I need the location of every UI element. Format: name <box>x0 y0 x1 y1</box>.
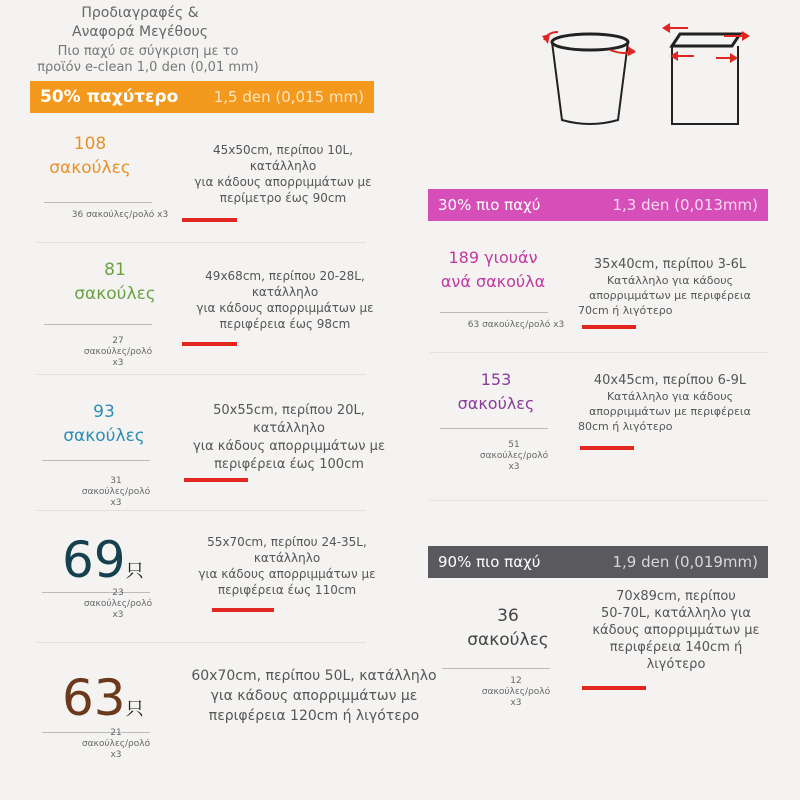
note-line: x3 <box>110 498 122 508</box>
page-title <box>40 4 240 42</box>
page-title-line1: Προδιαγραφές & <box>81 5 199 21</box>
desc-line: για κάδους απορριμμάτων με <box>196 301 374 315</box>
bag-count <box>62 532 162 592</box>
banner-50-thicker <box>30 81 374 113</box>
banner-label: 90% πιο παχύ <box>438 553 541 571</box>
bag-description <box>578 588 774 673</box>
bag-count <box>436 368 556 416</box>
desc-line: για κάδους απορριμμάτων με <box>194 175 372 189</box>
section-divider <box>430 500 768 501</box>
banner-label: 30% πιο παχύ <box>438 196 541 214</box>
bag-count <box>44 400 164 448</box>
desc-line: 45x50cm, περίπου 10L, κατάλληλο <box>212 143 354 173</box>
divider-line <box>442 668 550 669</box>
desc-line: 49x68cm, περίπου 20-28L, κατάλληλο <box>205 269 365 299</box>
banner-label: 50% παχύτερο <box>40 87 179 107</box>
desc-line: κάδους απορριμμάτων με <box>592 623 760 638</box>
desc-line: 50-70L, κατάλληλο για <box>601 606 751 621</box>
red-underline <box>182 342 237 346</box>
bag-description <box>178 666 450 726</box>
desc-line: 70x89cm, περίπου <box>616 589 736 604</box>
bag-description <box>578 256 762 318</box>
bag-count <box>448 604 568 652</box>
note-line: σακούλες/ρολό <box>479 451 549 461</box>
roll-note <box>454 440 574 473</box>
desc-line: για κάδους απορριμμάτων με <box>198 567 376 581</box>
desc-line: περιφέρεια 120cm ή λιγότερο <box>208 708 420 724</box>
note-line: σακούλες/ρολό <box>83 599 153 609</box>
desc-line: 80cm ή λιγότερο <box>578 420 673 433</box>
desc-line: Κατάλληλο για κάδους <box>606 390 734 403</box>
desc-line: περιφέρεια έως 98cm <box>219 317 351 331</box>
desc-line: 35x40cm, περίπου 3-6L <box>593 257 747 272</box>
banner-90-thicker <box>428 546 768 578</box>
red-underline <box>580 446 634 450</box>
divider-line <box>44 202 152 203</box>
bag-count-number: 81 <box>104 260 126 280</box>
page-subtitle-line2: προϊόν e-clean 1,0 den (0,01 mm) <box>37 60 259 75</box>
bag-count-number: 153 <box>480 370 512 389</box>
bag-count-unit: σακούλες <box>74 284 156 304</box>
bag-description <box>180 142 386 206</box>
note-line: x3 <box>510 698 522 708</box>
note-line: 21 <box>110 728 122 738</box>
note-line: x3 <box>112 358 124 368</box>
roll-note: 63 σακούλες/ρολό x3 <box>467 320 565 330</box>
bag-count-unit: σακούλες <box>457 394 535 413</box>
bag-count-number: 63 <box>62 670 126 727</box>
roll-note: 36 σακούλες/ρολό x3 <box>71 210 169 220</box>
page-title-line2: Αναφορά Μεγέθους <box>72 24 208 40</box>
page-subtitle-line1: Πιο παχύ σε σύγκριση με το <box>57 44 239 59</box>
note-line: σακούλες/ρολό <box>81 487 151 497</box>
divider-line <box>440 312 548 313</box>
section-divider <box>430 352 768 353</box>
bag-count-unit: ανά σακούλα <box>440 272 546 291</box>
banner-spec: 1,5 den (0,015 mm) <box>213 88 364 106</box>
note-line: x3 <box>110 750 122 760</box>
note-line: 12 <box>510 676 522 686</box>
bag-count-unit: σακούλες <box>63 426 145 446</box>
note-line: σακούλες/ρολό <box>83 347 153 357</box>
roll-note <box>56 476 176 509</box>
desc-line: περίμετρο έως 90cm <box>219 191 347 205</box>
round-bin-icon <box>540 28 650 128</box>
bag-count <box>30 132 150 180</box>
bag-count-unit: σακούλες <box>49 158 131 178</box>
desc-line: 70cm ή λιγότερο <box>578 304 673 317</box>
bag-count <box>428 246 558 294</box>
desc-line: 60x70cm, περίπου 50L, κατάλληλο <box>191 668 437 684</box>
section-divider <box>36 242 366 243</box>
desc-line: απορριμμάτων με περιφέρεια <box>589 289 751 302</box>
desc-line: 40x45cm, περίπου 6-9L <box>593 373 747 388</box>
bag-count-number: 108 <box>73 134 107 154</box>
section-divider <box>36 510 366 511</box>
desc-line: λιγότερο <box>646 657 706 672</box>
page-subtitle <box>18 44 278 76</box>
note-line: 27 <box>112 336 124 346</box>
bag-count-number: 69 <box>62 531 126 589</box>
bag-count-unit: 只 <box>125 699 144 720</box>
note-line: σακούλες/ρολό <box>81 739 151 749</box>
bag-count-unit: 只 <box>125 561 144 582</box>
section-divider <box>36 374 366 375</box>
roll-note <box>456 676 576 709</box>
section-divider <box>36 642 366 643</box>
roll-note <box>58 336 178 369</box>
divider-line <box>42 460 150 461</box>
bag-count-number: 36 <box>497 606 519 626</box>
square-bin-icon <box>662 22 752 128</box>
red-underline <box>582 686 646 690</box>
red-underline <box>184 478 248 482</box>
note-line: x3 <box>112 610 124 620</box>
red-underline <box>182 218 237 222</box>
note-line: 51 <box>508 440 520 450</box>
note-line: 23 <box>112 588 124 598</box>
desc-line: περιφέρεια 140cm ή <box>609 640 743 655</box>
bag-description <box>182 534 392 598</box>
banner-spec: 1,3 den (0,013mm) <box>612 196 758 214</box>
bag-count-unit: σακούλες <box>467 630 549 650</box>
desc-line: 55x70cm, περίπου 24-35L, κατάλληλο <box>207 535 367 565</box>
desc-line: για κάδους απορριμμάτων με <box>193 439 385 454</box>
bag-count <box>62 670 158 730</box>
red-underline <box>582 325 636 329</box>
divider-line <box>440 428 548 429</box>
divider-line <box>44 324 152 325</box>
bag-description <box>182 268 388 332</box>
desc-line: απορριμμάτων με περιφέρεια <box>589 405 751 418</box>
note-line: x3 <box>508 462 520 472</box>
roll-note <box>56 728 176 761</box>
red-underline <box>212 608 274 612</box>
bag-count <box>55 258 175 306</box>
desc-line: Κατάλληλο για κάδους <box>606 274 734 287</box>
bag-description <box>178 402 400 474</box>
banner-spec: 1,9 den (0,019mm) <box>612 553 758 571</box>
roll-note <box>58 588 178 621</box>
note-line: σακούλες/ρολό <box>481 687 551 697</box>
bag-description <box>578 372 762 434</box>
desc-line: περιφέρεια έως 100cm <box>214 457 364 472</box>
bag-count-number: 189 γιουάν <box>448 248 538 267</box>
bag-count-number: 93 <box>93 402 115 422</box>
desc-line: 50x55cm, περίπου 20L, κατάλληλο <box>213 403 365 436</box>
desc-line: για κάδους απορριμμάτων με <box>210 688 418 704</box>
banner-30-thicker <box>428 189 768 221</box>
note-line: 31 <box>110 476 122 486</box>
desc-line: περιφέρεια έως 110cm <box>217 583 357 597</box>
